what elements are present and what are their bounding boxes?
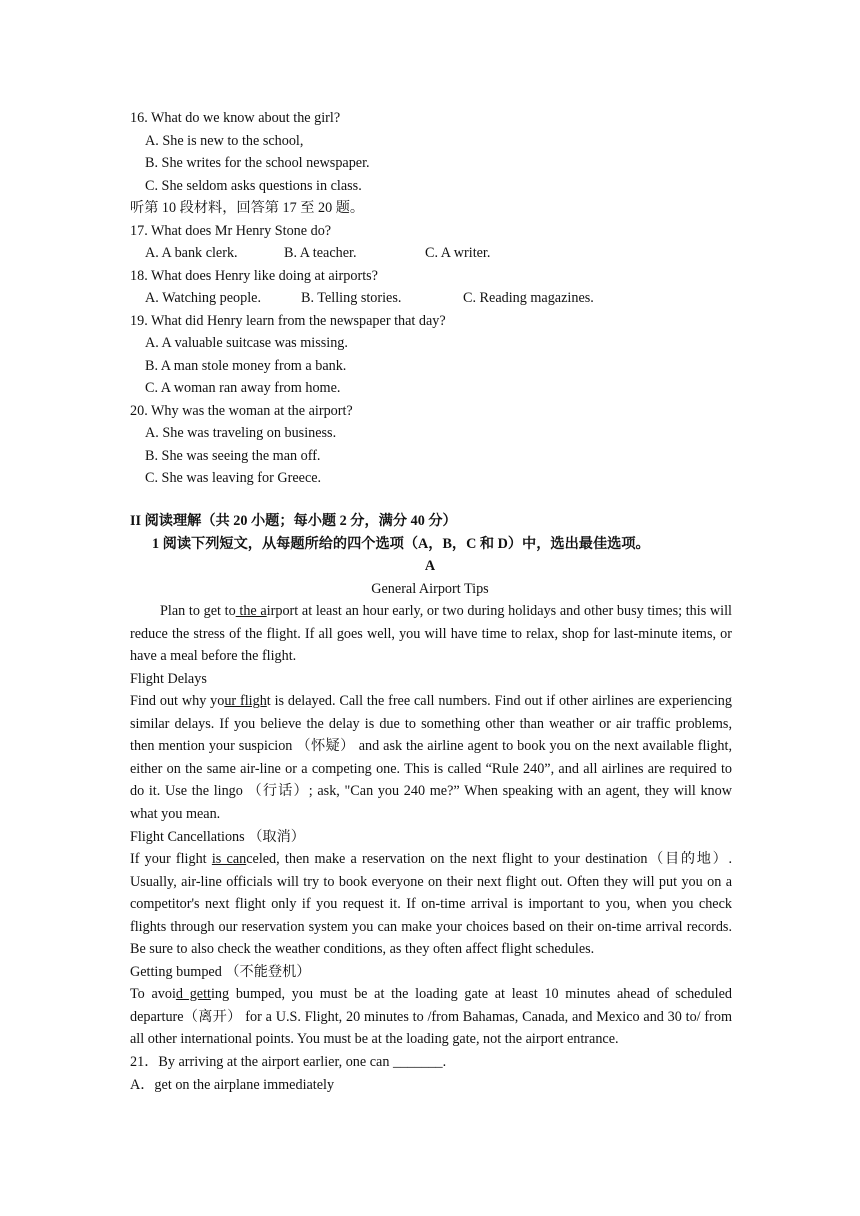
q18-option-b: B. Telling stories.	[301, 290, 402, 306]
delays-paragraph: Find out why your flight is delayed. Call the free call numbers. Find out if other airlines are experiencing similar delays. If you believe the delay is due to something other than weather or air traffic problems, then mention your suspicion （怀疑） and ask the airline agent to book you on the next available flight, either on the same air-line or a competing one. This is called “Rule 240”, and all airlines are required to do it. Use the lingo （行话）; ask, "Can you 240 me?” When speaking with an agent, they will know what you mean.	[130, 693, 732, 822]
q19-option-b: B. A man stole money from a bank.	[145, 358, 347, 374]
q20-option-b: B. She was seeing the man off.	[145, 448, 321, 464]
q16-option-a: A. She is new to the school,	[145, 133, 304, 149]
question-21: 21．By arriving at the airport earlier, one can _______.	[130, 1054, 447, 1070]
intro-paragraph: Plan to get to the airport at least an hour early, or two during holidays and other busy times; this will reduce the stress of the flight. If all goes well, you will have time to relax, shop for last-minute items, or have a meal before the flight.	[130, 603, 732, 665]
cancellations-heading: Flight Cancellations （取消）	[130, 829, 305, 845]
q18-option-c: C. Reading magazines.	[463, 290, 594, 306]
q20-option-c: C. She was leaving for Greece.	[145, 470, 322, 486]
q17-option-c: C. A writer.	[425, 245, 491, 261]
q17-option-a: A. A bank clerk.	[145, 245, 238, 261]
cancellations-paragraph: If your flight is canceled, then make a reservation on the next flight to your destination（目的地）. Usually, air-line officials will try to book everyone on their next flight out. Often they will put you on a competitor's next flight only if you request it. If on-time arrival is important to you, when you check flights through our reservation system you can make your choices based on their on-time arrival records. Be sure to also check the weather conditions, as they often affect flight schedules.	[130, 851, 732, 958]
question-19: 19. What did Henry learn from the newspaper that day?	[130, 313, 446, 329]
q20-option-a: A. She was traveling on business.	[145, 425, 337, 441]
q17-option-b: B. A teacher.	[284, 245, 357, 261]
bumped-heading: Getting bumped （不能登机）	[130, 964, 311, 980]
question-20: 20. Why was the woman at the airport?	[130, 403, 353, 419]
listening-instruction: 听第 10 段材料，回答第 17 至 20 题。	[130, 200, 365, 216]
bumped-paragraph: To avoid getting bumped, you must be at the loading gate at least 10 minutes ahead of scheduled departure（离开） for a U.S. Flight, 20 minutes to /from Bahamas, Canada, and Mexico and 30 to/ from all other international points. You must be at the loading gate, not the airport entrance.	[130, 986, 732, 1048]
delays-heading: Flight Delays	[130, 671, 207, 687]
q21-option-a: A．get on the airplane immediately	[130, 1077, 335, 1093]
reading-instruction: 1 阅读下列短文，从每题所给的四个选项（A，B，C 和 D）中，选出最佳选项。	[152, 536, 650, 552]
question-17: 17. What does Mr Henry Stone do?	[130, 223, 332, 239]
question-16: 16. What do we know about the girl?	[130, 110, 341, 126]
q19-option-a: A. A valuable suitcase was missing.	[145, 335, 348, 351]
passage-letter: A	[424, 558, 436, 574]
q19-option-c: C. A woman ran away from home.	[145, 380, 341, 396]
section-title: II 阅读理解（共 20 小题；每小题 2 分，满分 40 分）	[130, 513, 457, 529]
passage-title: General Airport Tips	[371, 581, 489, 597]
question-18: 18. What does Henry like doing at airports?	[130, 268, 378, 284]
q18-option-a: A. Watching people.	[145, 290, 262, 306]
q16-option-b: B. She writes for the school newspaper.	[145, 155, 370, 171]
q16-option-c: C. She seldom asks questions in class.	[145, 178, 362, 194]
